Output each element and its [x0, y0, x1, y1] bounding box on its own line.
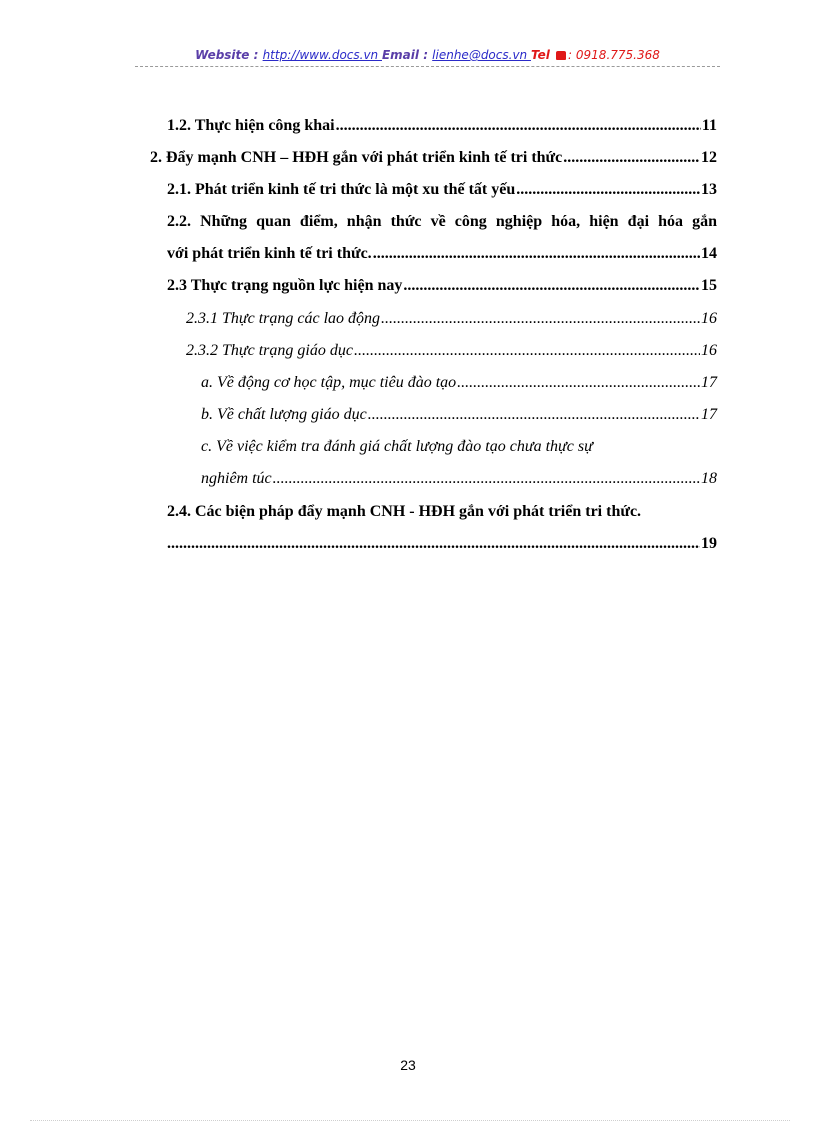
toc-entry-c-line1[interactable]	[201, 436, 717, 458]
toc-leader-dots	[457, 372, 700, 394]
toc-entry-b[interactable]	[201, 404, 717, 426]
toc-entry-text: b. Về chất lượng giáo dục	[201, 406, 367, 423]
toc-entry-1-2[interactable]	[167, 115, 717, 137]
toc-page-number: 16	[701, 310, 717, 327]
toc-page-number: 17	[701, 406, 717, 423]
toc-leader-dots	[273, 468, 700, 490]
toc-entry-c[interactable]	[201, 468, 717, 490]
toc-entry-text: nghiêm túc	[201, 470, 272, 487]
toc-entry-2-1[interactable]	[167, 179, 717, 201]
toc-entry-2-3-2[interactable]	[186, 340, 717, 362]
toc-page-number: 17	[701, 374, 717, 391]
toc-page-number: 14	[701, 245, 717, 262]
toc-leader-dots	[354, 340, 700, 362]
toc-leader-dots	[373, 243, 700, 265]
toc-entry-text: 1.2. Thực hiện công khai	[167, 117, 335, 134]
toc-entry-2-3[interactable]	[167, 275, 717, 297]
toc-page-number: 19	[701, 535, 717, 552]
page-header	[135, 48, 720, 62]
toc-leader-dots	[167, 533, 700, 555]
toc-leader-dots	[403, 275, 700, 297]
website-link[interactable]: http://www.docs.vn	[262, 48, 382, 62]
toc-page-number: 13	[701, 181, 717, 198]
toc-entry-2-2[interactable]	[167, 243, 717, 265]
toc-page-number: 15	[701, 277, 717, 294]
website-label: Website :	[195, 48, 263, 62]
toc-page-number: 11	[701, 117, 717, 134]
toc-entry-text: c. Về việc kiểm tra đánh giá chất lượng đào tạo chưa thực sự	[201, 438, 593, 455]
page-bottom-divider	[30, 1120, 790, 1121]
toc-entry-text: 2.3.2 Thực trạng giáo dục	[186, 342, 353, 359]
toc-entry-text: 2. Đẩy mạnh CNH – HĐH gắn với phát triển kinh tế tri thức	[150, 149, 563, 166]
toc-entry-2-4[interactable]	[167, 533, 717, 555]
toc-entry-text: a. Về động cơ học tập, mục tiêu đào tạo	[201, 374, 457, 391]
toc-entry-a[interactable]	[201, 372, 717, 394]
toc-entry-text: 2.3 Thực trạng nguồn lực hiện nay	[167, 277, 403, 294]
tel-label: Tel	[530, 48, 555, 62]
toc-page-number: 12	[701, 149, 717, 166]
toc-leader-dots	[368, 404, 700, 426]
toc-entry-text: 2.3.1 Thực trạng các lao động	[186, 310, 381, 327]
toc-leader-dots	[516, 179, 700, 201]
toc-leader-dots	[336, 115, 701, 137]
toc-entry-2-3-1[interactable]	[186, 308, 717, 330]
toc-entry-text: với phát triển kinh tế tri thức.	[167, 245, 372, 262]
toc-entry-2-4-line1[interactable]	[167, 501, 717, 523]
toc-leader-dots	[563, 147, 700, 169]
tel-value: : 0918.775.368	[568, 48, 660, 62]
toc-leader-dots	[381, 308, 700, 330]
toc-entry-text: 2.1. Phát triển kinh tế tri thức là một xu thế tất yếu	[167, 181, 516, 198]
email-separator: :	[423, 48, 433, 62]
telephone-icon	[556, 51, 566, 60]
toc-entry-2[interactable]	[150, 147, 717, 169]
email-link[interactable]: lienhe@docs.vn	[432, 48, 531, 62]
header-divider	[135, 66, 720, 67]
email-label: Email	[381, 48, 424, 62]
page-number: 23	[400, 1057, 416, 1073]
toc-entry-2-2-line1[interactable]: 2.2. Những quan điểm, nhận thức về công nghiệp hóa, hiện đại hóa gắn	[167, 213, 717, 230]
toc-page-number: 16	[701, 342, 717, 359]
toc-entry-text: 2.4. Các biện pháp đẩy mạnh CNH - HĐH gắn với phát triển tri thức.	[167, 503, 642, 520]
toc-page-number: 18	[701, 470, 717, 487]
